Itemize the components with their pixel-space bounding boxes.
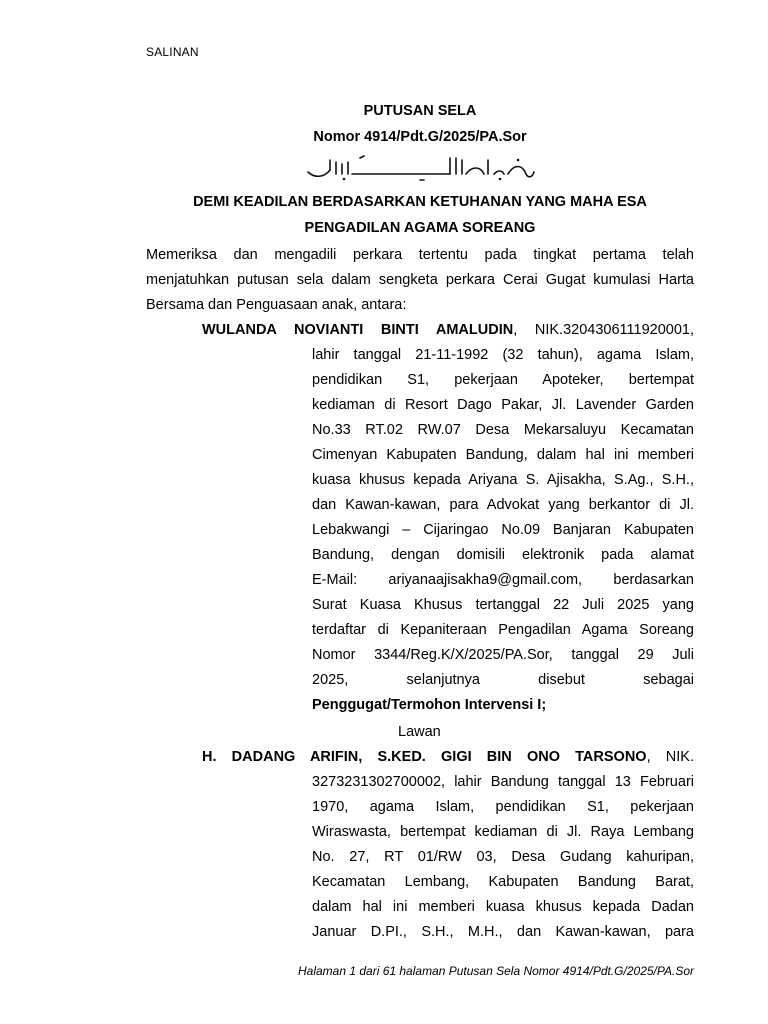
party1-line: lahir tanggal 21-11-1992 (32 tahun), agama Islam, — [312, 347, 694, 363]
party1-line: Surat Kuasa Khusus tertanggal 22 Juli 2025 yang — [312, 597, 694, 613]
party1-name: WULANDA NOVIANTI BINTI AMALUDIN — [202, 322, 514, 338]
salinan-label: SALINAN — [146, 45, 199, 59]
party1-line: kuasa khusus kepada Ariyana S. Ajisakha, S.Ag., S.H., — [312, 472, 694, 488]
party2-line: Januar D.PI., S.H., M.H., dan Kawan-kawan, para — [312, 924, 694, 940]
party1-line: No.33 RT.02 RW.07 Desa Mekarsaluyu Kecamatan — [312, 422, 694, 438]
case-number: Nomor 4914/Pdt.G/2025/PA.Sor — [313, 129, 527, 145]
party1-line: terdaftar di Kepaniteraan Pengadilan Agama Soreang — [312, 622, 694, 638]
basmala-calligraphy — [146, 152, 694, 184]
party1-role: Penggugat/Termohon Intervensi I; — [312, 697, 547, 713]
party2-line: No. 27, RT 01/RW 03, Desa Gudang kahuripan, — [312, 849, 694, 865]
party2-nik: , NIK. — [646, 749, 694, 765]
intro-line: Memeriksa dan mengadili perkara tertentu pada tingkat pertama telah — [146, 247, 694, 263]
party1-line: dan Kawan-kawan, para Advokat yang berkantor di Jl. — [312, 497, 694, 513]
document-title: PUTUSAN SELA — [363, 103, 477, 119]
party2-heading — [202, 745, 694, 770]
page-footer: Halaman 1 dari 61 halaman Putusan Sela Nomor 4914/Pdt.G/2025/PA.Sor — [297, 964, 694, 978]
party1-line: Nomor 3344/Reg.K/X/2025/PA.Sor, tanggal 29 Juli — [312, 647, 694, 663]
party2-line: Kecamatan Lembang, Kabupaten Bandung Barat, — [312, 874, 694, 890]
party1-nik: , NIK.3204306111920001, — [513, 322, 694, 338]
party1-heading — [202, 318, 694, 343]
party2-line: Wiraswasta, bertempat kediaman di Jl. Raya Lembang — [312, 824, 694, 840]
heading-demi-keadilan: DEMI KEADILAN BERDASARKAN KETUHANAN YANG MAHA ESA — [193, 194, 647, 210]
party1-line: 2025, selanjutnya disebut sebagai — [312, 672, 694, 688]
intro-paragraph — [146, 243, 694, 318]
party1-line: pendidikan S1, pekerjaan Apoteker, bertempat — [312, 372, 694, 388]
party1-line: Bandung, dengan domisili elektronik pada alamat — [312, 547, 694, 563]
party2-line: 3273231302700002, lahir Bandung tanggal 13 Februari — [312, 774, 694, 790]
intro-line: menjatuhkan putusan sela dalam sengketa perkara Cerai Gugat kumulasi Harta — [146, 272, 694, 288]
party1-details — [312, 343, 694, 718]
lawan-label: Lawan — [398, 724, 441, 740]
party1-line: Lebakwangi – Cijaringao No.09 Banjaran Kabupaten — [312, 522, 694, 538]
party2-line: dalam hal ini memberi kuasa khusus kepada Dadan — [312, 899, 694, 915]
party1-line: kediaman di Resort Dago Pakar, Jl. Lavender Garden — [312, 397, 694, 413]
party2-name: H. DADANG ARIFIN, S.KED. GIGI BIN ONO TARSONO — [202, 749, 647, 765]
party2-details — [312, 770, 694, 945]
party1-line: Cimenyan Kabupaten Bandung, dalam hal ini memberi — [312, 447, 694, 463]
party1-line: E-Mail: ariyanaajisakha9@gmail.com, berdasarkan — [312, 572, 694, 588]
intro-line: Bersama dan Penguasaan anak, antara: — [146, 297, 407, 313]
court-name: PENGADILAN AGAMA SOREANG — [304, 220, 536, 236]
party2-line: 1970, agama Islam, pendidikan S1, pekerjaan — [312, 799, 694, 815]
